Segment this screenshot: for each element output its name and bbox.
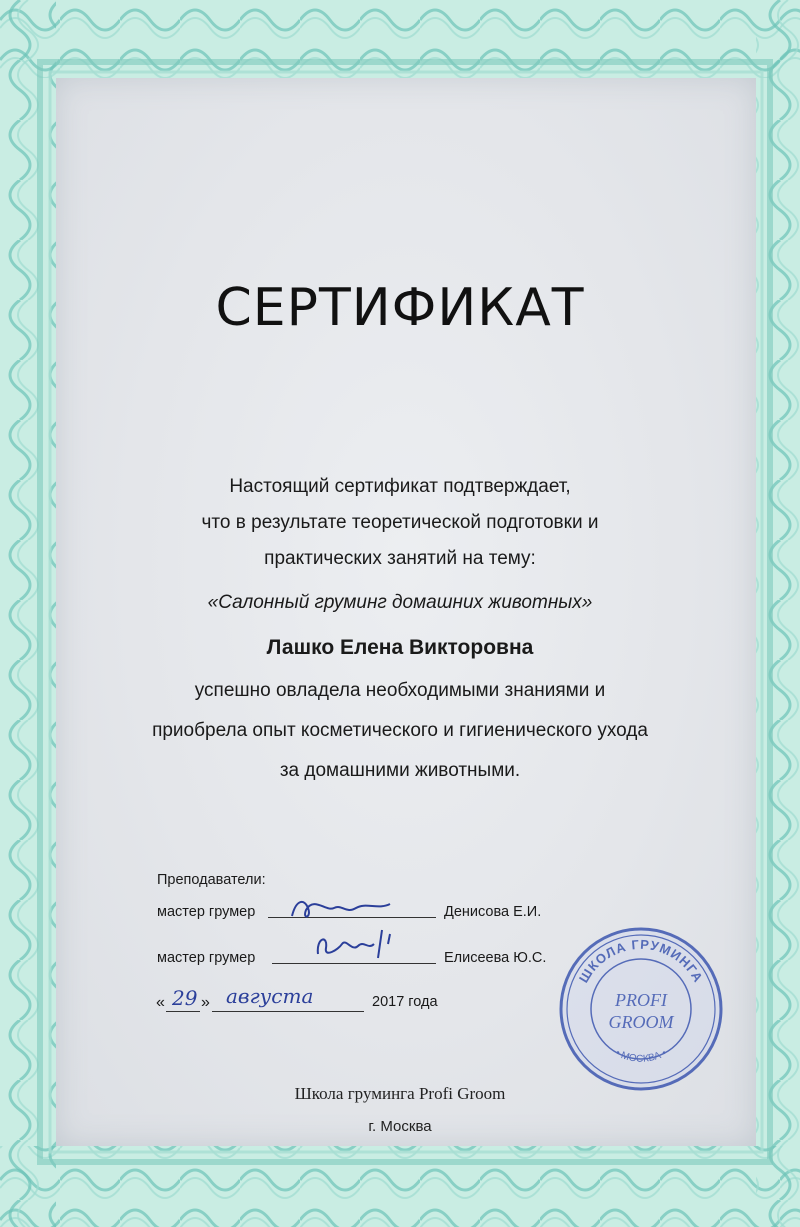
signature-role-1: мастер грумер [157,904,256,920]
date-month-line [212,1011,364,1012]
date-month: августа [226,984,314,1008]
school-stamp [556,924,726,1094]
signature-1 [286,890,396,926]
date-day-line [166,1011,200,1012]
stamp-bottom-text: • МОСКВА • [613,1047,669,1065]
result-line-2: приобрела опыт косметического и гигиенического ухода [152,720,648,741]
instructors-heading: Преподаватели: [157,872,266,888]
signature-2 [312,924,402,964]
result-line-3: за домашними животными. [279,760,521,781]
stamp-outer-text: ШКОЛА ГРУМИНГА [575,936,707,986]
body-line-3: практических занятий на тему: [264,548,536,569]
recipient-name: Лашко Елена Викторовна [266,636,534,659]
body-line-2: что в результате теоретической подготовки и [201,512,599,533]
course-title: «Салонный груминг домашних животных» [207,592,593,613]
signature-name-1: Денисова Е.И. [444,904,542,920]
stamp-center-line1: PROFI [615,990,667,1010]
signature-name-2: Елисеева Ю.С. [444,950,547,966]
body-line-1: Настоящий сертификат подтверждает, [229,476,571,497]
certificate-title: СЕРТИФИКАТ [215,278,585,338]
date-year: 2017 года [372,994,438,1010]
date-close-quote: » [201,994,210,1011]
school-name: Школа груминга Profi Groom [294,1084,506,1103]
signature-role-2: мастер грумер [157,950,256,966]
stamp-center-line2: GROOM [608,1012,674,1032]
date-day: 29 [172,986,198,1010]
result-line-1: успешно овладела необходимыми знаниями и [194,680,606,701]
city: г. Москва [368,1118,432,1135]
date-open-quote: « [156,994,165,1011]
